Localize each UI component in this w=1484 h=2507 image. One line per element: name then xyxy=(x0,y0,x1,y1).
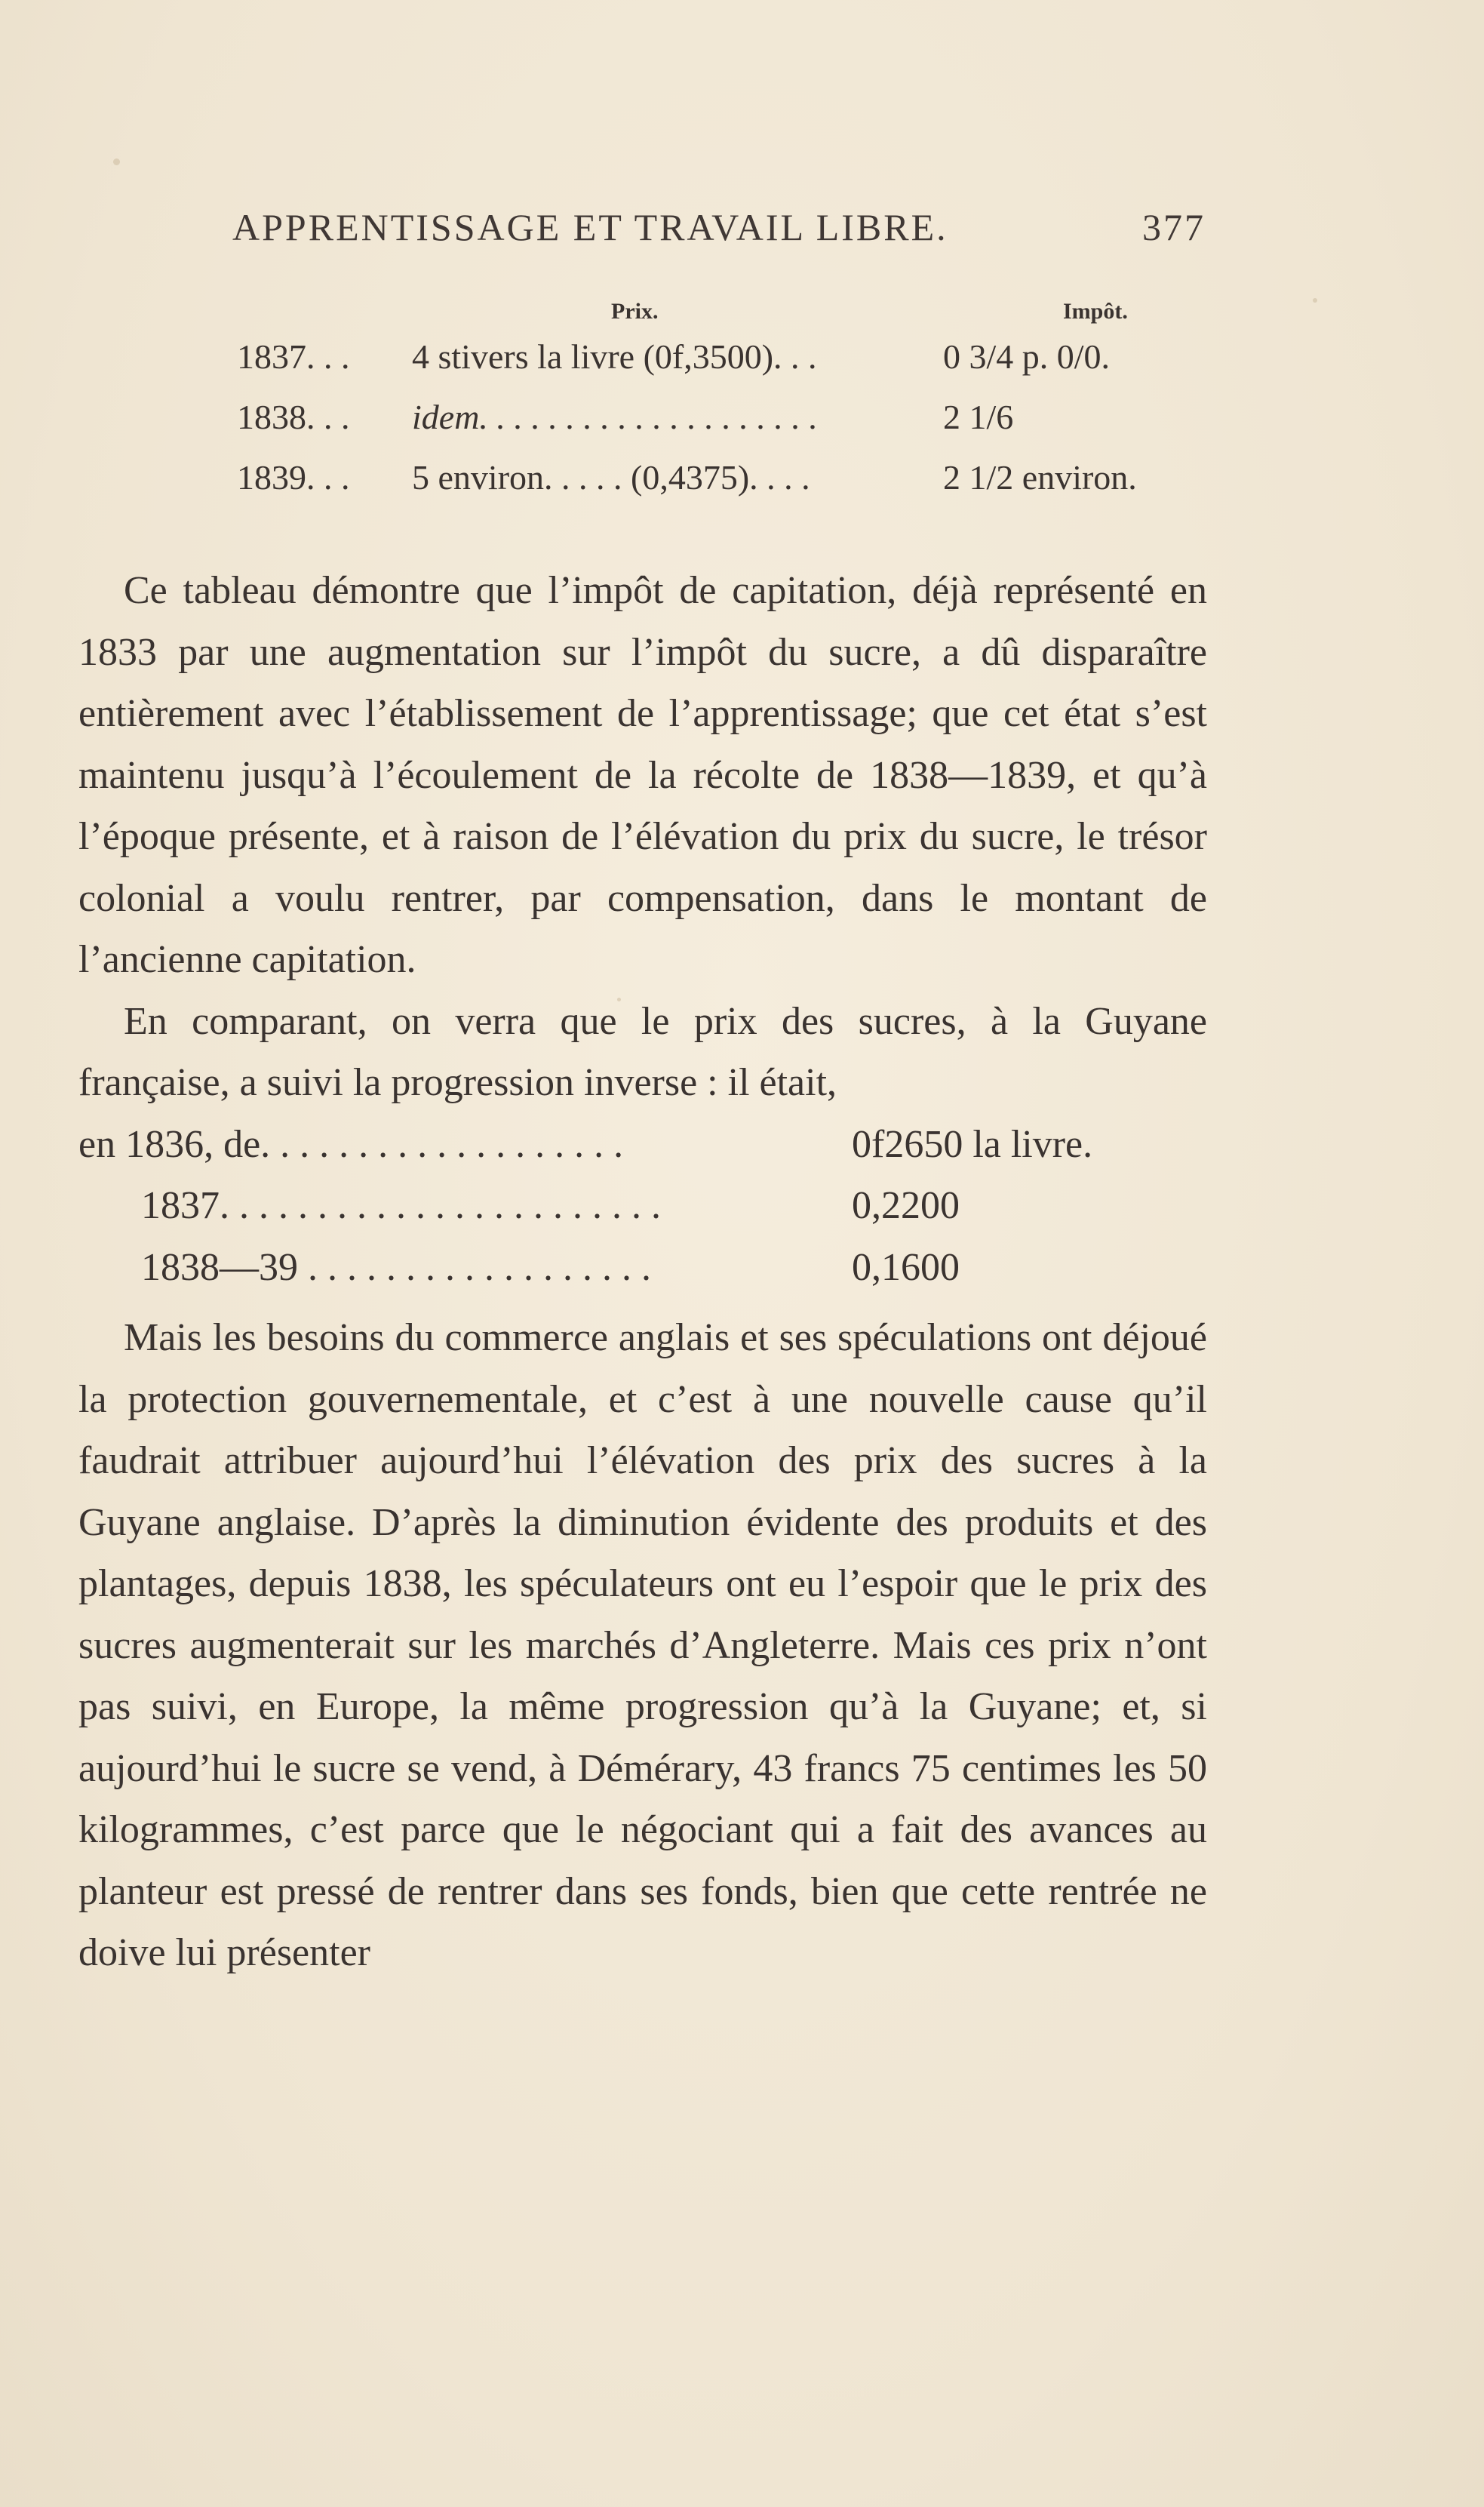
price-year: 1838—39 . . . . . . . . . . . . . . . . . . xyxy=(141,1245,651,1289)
price-tax-table xyxy=(237,299,1210,518)
row-tax: 0 3/4 p. 0/0. xyxy=(943,337,1111,376)
row-tax: 2 1/2 environ. xyxy=(943,458,1137,497)
price-year: en 1836, de. . . . . . . . . . . . . . . . . . . xyxy=(78,1122,624,1166)
sugar-price-list xyxy=(78,1114,1207,1299)
table-row xyxy=(237,337,1210,397)
row-price: 4 stivers la livre (0f,3500). . . xyxy=(412,337,817,376)
table-row xyxy=(237,397,1210,457)
price-value: 0f2650 la livre. xyxy=(852,1122,1093,1166)
row-year: 1837. . . xyxy=(237,337,350,376)
page-number: 377 xyxy=(1142,206,1206,248)
paragraph: Mais les besoins du commerce anglais et ses spéculations ont déjoué la protection gouvernementale, et c’est à une nouvelle cause qu’il faudrait attribuer aujourd’hui l’élévation des prix des sucres à la Guyane anglaise. D’après la diminution évidente des produits et des plantages, depuis 1838, les spéculateurs ont eu l’espoir que le prix des sucres augmenterait sur les marchés d’Angleterre. Mais ces prix n’ont pas suivi, en Europe, la même progression qu’à la Guyane; et, si aujourd’hui le sucre se vend, à Démérary, 43 francs 75 centimes les 50 kilogrammes, c’est parce que le négociant qui a fait des avances au planteur est pressé de rentrer dans ses fonds, bien que cette rentrée ne doive lui présenter xyxy=(78,1316,1207,1974)
page-header xyxy=(232,205,1206,258)
paper-spot xyxy=(113,158,120,165)
paper-spot xyxy=(1313,298,1317,303)
column-header-prix: Prix. xyxy=(611,299,659,324)
row-price: 5 environ. . . . . (0,4375). . . . xyxy=(412,458,810,497)
paragraph: En comparant, on verra que le prix des sucres, à la Guyane française, a suivi la progression inverse : il était, xyxy=(78,999,1207,1104)
table-row xyxy=(237,457,1210,518)
price-value: 0,1600 xyxy=(852,1245,960,1289)
table-header xyxy=(237,299,1210,337)
row-price: idem. . . . . . . . . . . . . . . . . . . . xyxy=(412,398,818,436)
running-title: APPRENTISSAGE ET TRAVAIL LIBRE. xyxy=(232,206,948,248)
list-item xyxy=(78,1175,1207,1237)
list-item xyxy=(78,1237,1207,1299)
row-year: 1838. . . xyxy=(237,398,350,436)
row-year: 1839. . . xyxy=(237,458,350,497)
list-item xyxy=(78,1114,1207,1176)
price-year: 1837. . . . . . . . . . . . . . . . . . . . . . . xyxy=(141,1184,661,1227)
paragraph: Ce tableau démontre que l’impôt de capitation, déjà représenté en 1833 par une augmentation sur l’impôt du sucre, a dû disparaître entièrement avec l’établissement de l’apprentissage; que cet état s’est maintenu jusqu’à l’écoulement de la récolte de 1838—1839, et qu’à l’époque présente, et à raison de l’élévation du prix du sucre, le trésor colonial a voulu rentrer, par compensation, dans le montant de l’ancienne capitation. xyxy=(78,569,1207,981)
body-text xyxy=(78,560,1207,1984)
price-value: 0,2200 xyxy=(852,1184,960,1227)
column-header-impot: Impôt. xyxy=(1063,299,1128,324)
row-tax: 2 1/6 xyxy=(943,398,1014,436)
